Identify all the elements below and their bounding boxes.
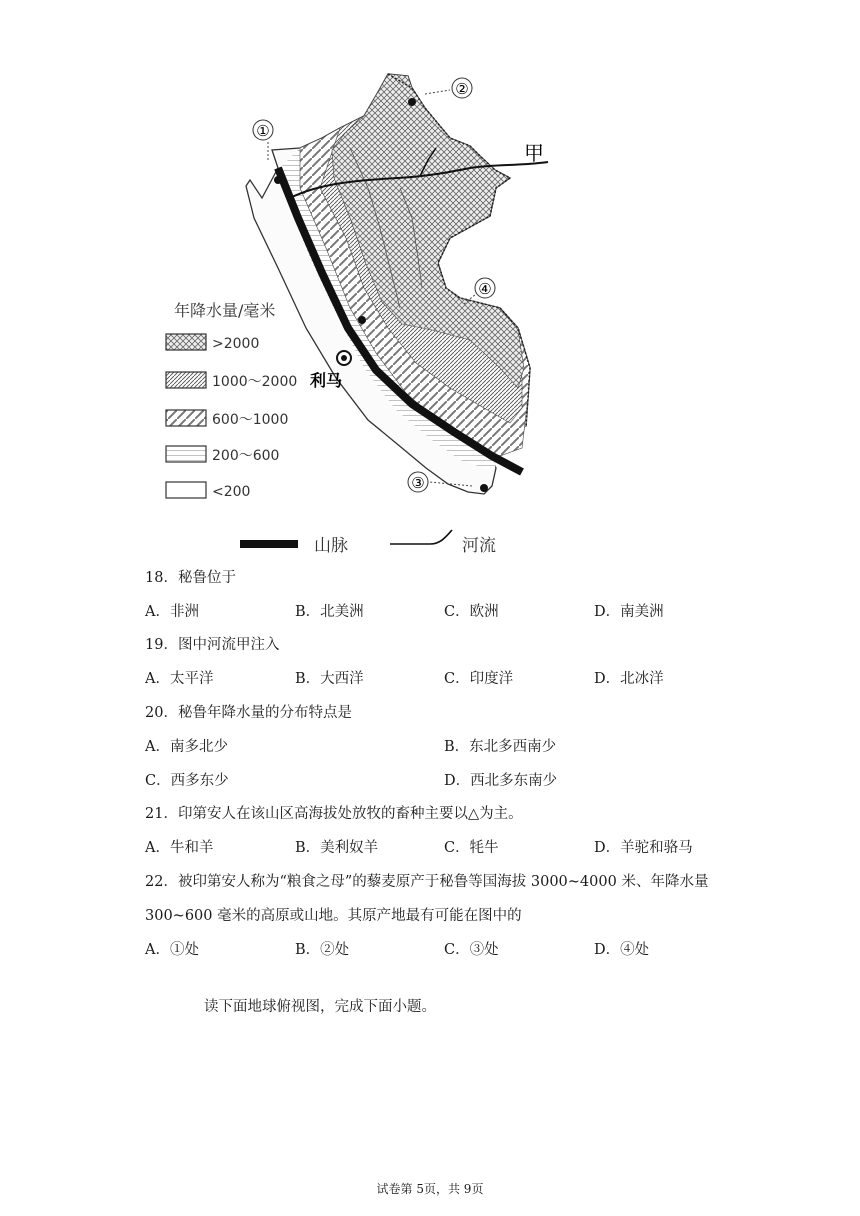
lima-label: 利马 <box>310 371 343 390</box>
q19-option-a: A．太平洋 <box>145 671 214 687</box>
q19-option-c: C．印度洋 <box>444 671 514 687</box>
q18-option-c: C．欧洲 <box>444 604 499 620</box>
river-legend-label: 河流 <box>462 536 496 556</box>
question-22-stem-line1: 22．被印第安人称为“粮食之母”的藜麦原产于秘鲁等国海拔 3000~4000 米、年降水量 <box>145 874 709 890</box>
q20-option-a: A．南多北少 <box>145 739 228 755</box>
question-22-stem-line2: 300~600 毫米的高原或山地。其原产地最有可能在图中的 <box>145 908 522 924</box>
legend-item-4: 200～600 <box>212 448 280 464</box>
question-20-stem: 20．秘鲁年降水量的分布特点是 <box>145 705 352 721</box>
marker-1: ① <box>256 122 270 140</box>
q18-option-a: A．非洲 <box>145 604 199 620</box>
q20-option-c: C．西多东少 <box>145 773 229 789</box>
question-19-stem: 19．图中河流甲注入 <box>145 637 280 653</box>
marker-4: ④ <box>478 280 492 298</box>
q18-option-d: D．南美洲 <box>594 604 664 620</box>
question-18-stem: 18．秘鲁位于 <box>145 570 236 586</box>
marker-3: ③ <box>411 474 425 492</box>
mountain-legend-label: 山脉 <box>314 536 348 556</box>
q19-option-b: B．大西洋 <box>295 671 364 687</box>
q22-option-a: A．①处 <box>145 942 199 958</box>
q22-option-b: B．②处 <box>295 942 350 958</box>
legend-item-2: 1000～2000 <box>212 374 298 390</box>
legend-item-5: <200 <box>212 484 251 500</box>
q19-option-d: D．北冰洋 <box>594 671 664 687</box>
river-label: 甲 <box>524 141 544 165</box>
marker-2: ② <box>455 80 469 98</box>
q21-option-a: A．牛和羊 <box>145 840 214 856</box>
q21-option-d: D．羊驼和骆马 <box>594 840 693 856</box>
section-intro: 读下面地球俯视图，完成下面小题。 <box>204 999 436 1015</box>
q21-option-b: B．美利奴羊 <box>295 840 379 856</box>
q21-option-c: C．牦牛 <box>444 840 499 856</box>
q22-option-c: C．③处 <box>444 942 499 958</box>
legend-item-3: 600～1000 <box>212 412 289 428</box>
question-21-stem: 21．印第安人在该山区高海拔处放牧的畜种主要以△为主。 <box>145 806 523 822</box>
q22-option-d: D．④处 <box>594 942 650 958</box>
peru-precipitation-map <box>150 68 570 558</box>
q18-option-b: B．北美洲 <box>295 604 364 620</box>
legend-title: 年降水量/毫米 <box>174 301 276 320</box>
q20-option-d: D．西北多东南少 <box>444 773 558 789</box>
legend-item-1: >2000 <box>212 336 260 352</box>
page-footer: 试卷第 5页，共 9页 <box>376 1182 484 1196</box>
q20-option-b: B．东北多西南少 <box>444 739 557 755</box>
